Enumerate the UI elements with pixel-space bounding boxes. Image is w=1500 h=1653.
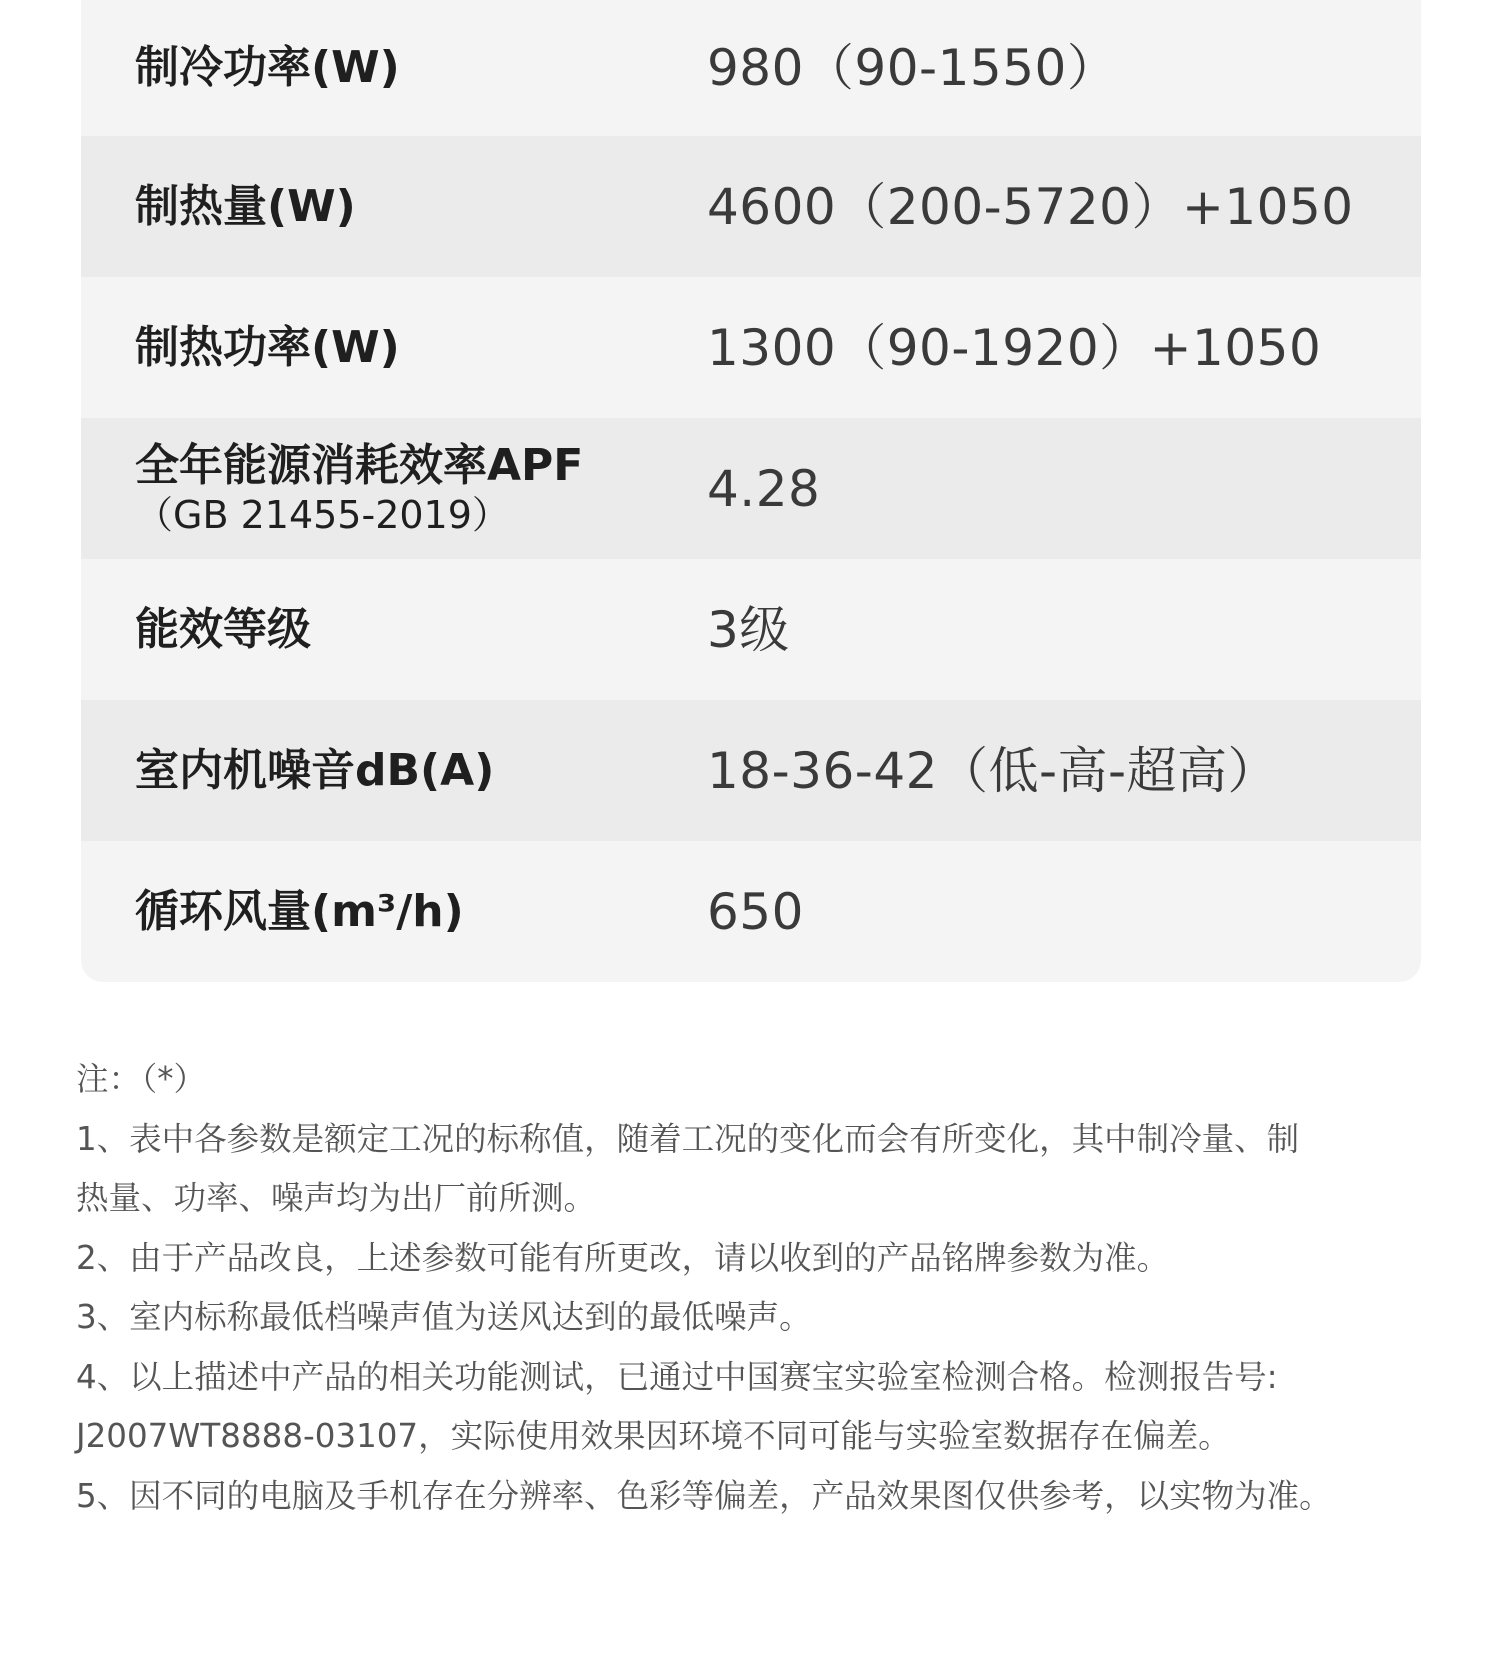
spec-label: 循环风量(m³/h): [135, 885, 464, 937]
spec-label-sub: （GB 21455-2019）: [135, 492, 510, 537]
spec-label: 室内机噪音dB(A): [135, 744, 495, 796]
note-line: 5、因不同的电脑及手机存在分辨率、色彩等偏差，产品效果图仅供参考，以实物为准。: [76, 1476, 1332, 1515]
spec-row-energy-grade: [81, 559, 1421, 700]
spec-value: 650: [707, 882, 804, 941]
spec-row-cooling-power: [81, 0, 1421, 136]
spec-label-main: 全年能源消耗效率APF: [135, 439, 584, 491]
spec-row-apf: [81, 418, 1421, 559]
spec-label: [135, 440, 695, 538]
note-line: 3、室内标称最低档噪声值为送风达到的最低噪声。: [76, 1298, 812, 1336]
spec-value: 980（90-1550）: [707, 39, 1118, 97]
spec-label: 制热功率(W): [135, 321, 400, 373]
spec-label: 制冷功率(W): [135, 42, 400, 93]
spec-value: 18-36-42（低-高-超高）: [707, 741, 1279, 800]
spec-value: 1300（90-1920）+1050: [707, 318, 1322, 377]
spec-value: 3级: [707, 600, 790, 659]
notes-section: [76, 1050, 1476, 1526]
spec-row-airflow: [81, 841, 1421, 982]
spec-row-indoor-noise: [81, 700, 1421, 841]
spec-row-heating-power: [81, 277, 1421, 418]
note-line: 4、以上描述中产品的相关功能测试，已通过中国赛宝实验室检测合格。检测报告号:: [76, 1357, 1278, 1396]
spec-value: 4.28: [707, 459, 821, 518]
spec-row-heating-capacity: [81, 136, 1421, 277]
note-line: 热量、功率、噪声均为出厂前所测。: [76, 1179, 597, 1217]
spec-label: 制热量(W): [135, 180, 356, 232]
spec-table: [81, 0, 1421, 982]
notes-title: 注：（*）: [76, 1060, 207, 1098]
note-line: J2007WT8888-03107，实际使用效果因环境不同可能与实验室数据存在偏差。: [76, 1417, 1231, 1455]
spec-label: 能效等级: [135, 603, 311, 655]
note-line: 1、表中各参数是额定工况的标称值，随着工况的变化而会有所变化，其中制冷量、制: [76, 1119, 1300, 1158]
spec-value: 4600（200-5720）+1050: [707, 177, 1354, 236]
note-line: 2、由于产品改良，上述参数可能有所更改，请以收到的产品铭牌参数为准。: [76, 1238, 1170, 1277]
